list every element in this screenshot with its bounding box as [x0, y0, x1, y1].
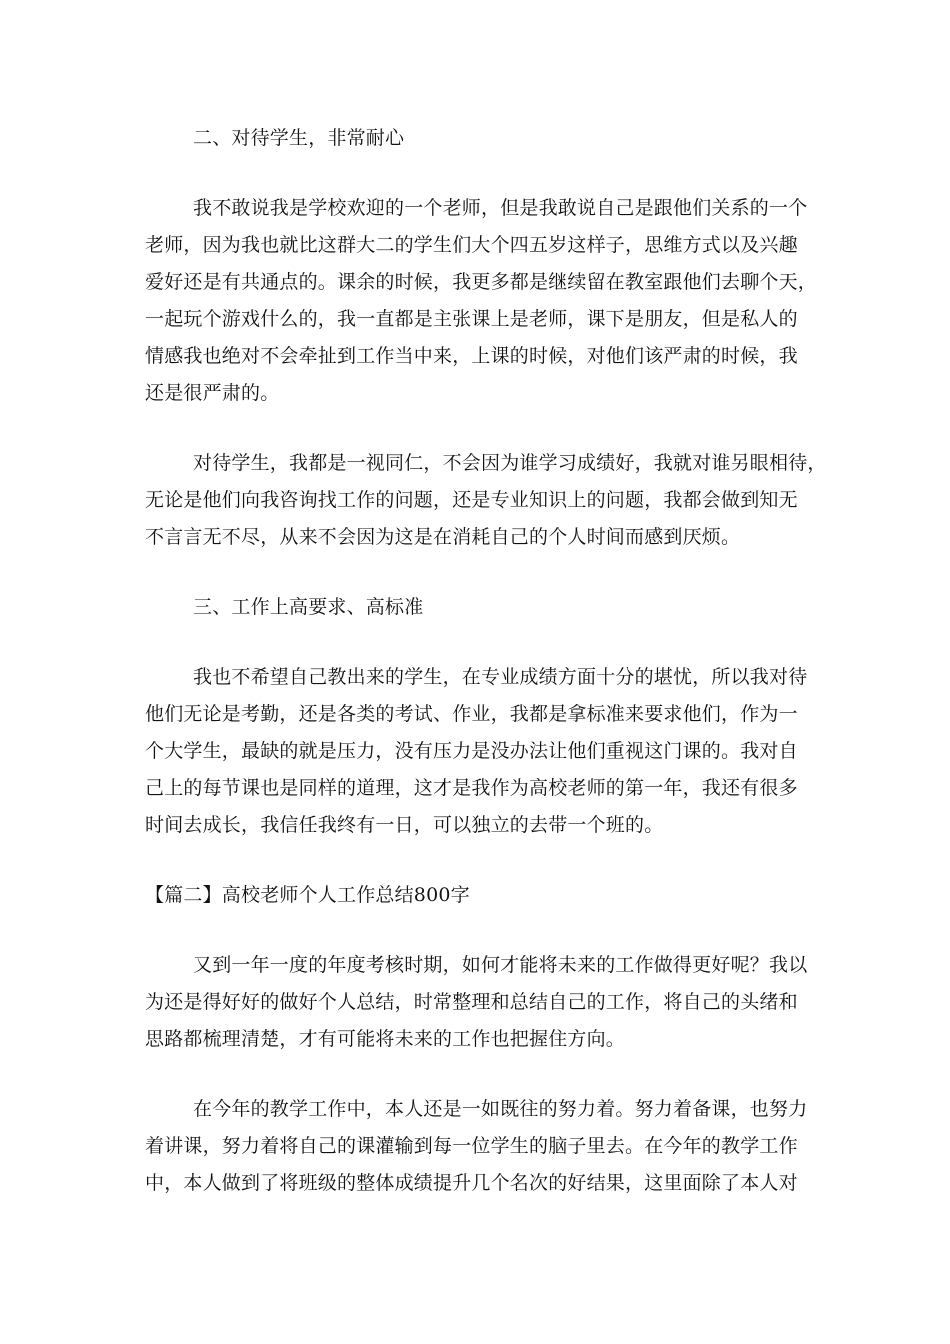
paragraph-line: 个大学生，最缺的就是压力，没有压力是没办法让他们重视这门课的。我对自 [145, 740, 798, 762]
paragraph-line: 他们无论是考勤，还是各类的考试、作业，我都是拿标准来要求他们，作为一 [145, 703, 798, 725]
paragraph-line: 又到一年一度的年度考核时期，如何才能将未来的工作做得更好呢？我以 [193, 954, 808, 976]
paragraph-line: 对待学生，我都是一视同仁，不会因为谁学习成绩好，我就对谁另眼相待， [193, 452, 827, 474]
section-heading-patience: 二、对待学生，非常耐心 [193, 127, 405, 149]
paragraph-line: 着讲课，努力着将自己的课灌输到每一位学生的脑子里去。在今年的教学工作 [145, 1135, 798, 1157]
paragraph-line: 还是很严肃的。 [145, 382, 280, 404]
paragraph-line: 在今年的教学工作中，本人还是一如既往的努力着。努力着备课，也努力 [193, 1098, 808, 1120]
paragraph-line: 无论是他们向我咨询找工作的问题，还是专业知识上的问题，我都会做到知无 [145, 489, 798, 511]
paragraph-line: 中，本人做到了将班级的整体成绩提升几个名次的好结果，这里面除了本人对 [145, 1172, 798, 1194]
paragraph-line: 情感我也绝对不会牵扯到工作当中来，上课的时候，对他们该严肃的时候，我 [145, 345, 798, 367]
paragraph-line: 我不敢说我是学校欢迎的一个老师，但是我敢说自己是跟他们关系的一个 [193, 197, 808, 219]
paragraph-line: 一起玩个游戏什么的，我一直都是主张课上是老师，课下是朋友，但是私人的 [145, 308, 798, 330]
paragraph-line: 我也不希望自己教出来的学生，在专业成绩方面十分的堪忧，所以我对待 [193, 666, 808, 688]
paragraph-line: 时间去成长，我信任我终有一日，可以独立的去带一个班的。 [145, 814, 664, 836]
section-heading-standards: 三、工作上高要求、高标准 [193, 596, 424, 618]
paragraph-line: 己上的每节课也是同样的道理，这才是我作为高校老师的第一年，我还有很多 [145, 777, 798, 799]
paragraph-line: 爱好还是有共通点的。课余的时候，我更多都是继续留在教室跟他们去聊个天， [145, 271, 818, 293]
paragraph-line: 思路都梳理清楚，才有可能将未来的工作也把握住方向。 [145, 1028, 626, 1050]
paragraph-line: 老师，因为我也就比这群大二的学生们大个四五岁这样子，思维方式以及兴趣 [145, 234, 798, 256]
paragraph-line: 为还是得好好的做好个人总结，时常整理和总结自己的工作，将自己的头绪和 [145, 991, 798, 1013]
article-heading: 【篇二】高校老师个人工作总结800字 [145, 884, 470, 906]
paragraph-line: 不言言无不尽，从来不会因为这是在消耗自己的个人时间而感到厌烦。 [145, 526, 741, 548]
